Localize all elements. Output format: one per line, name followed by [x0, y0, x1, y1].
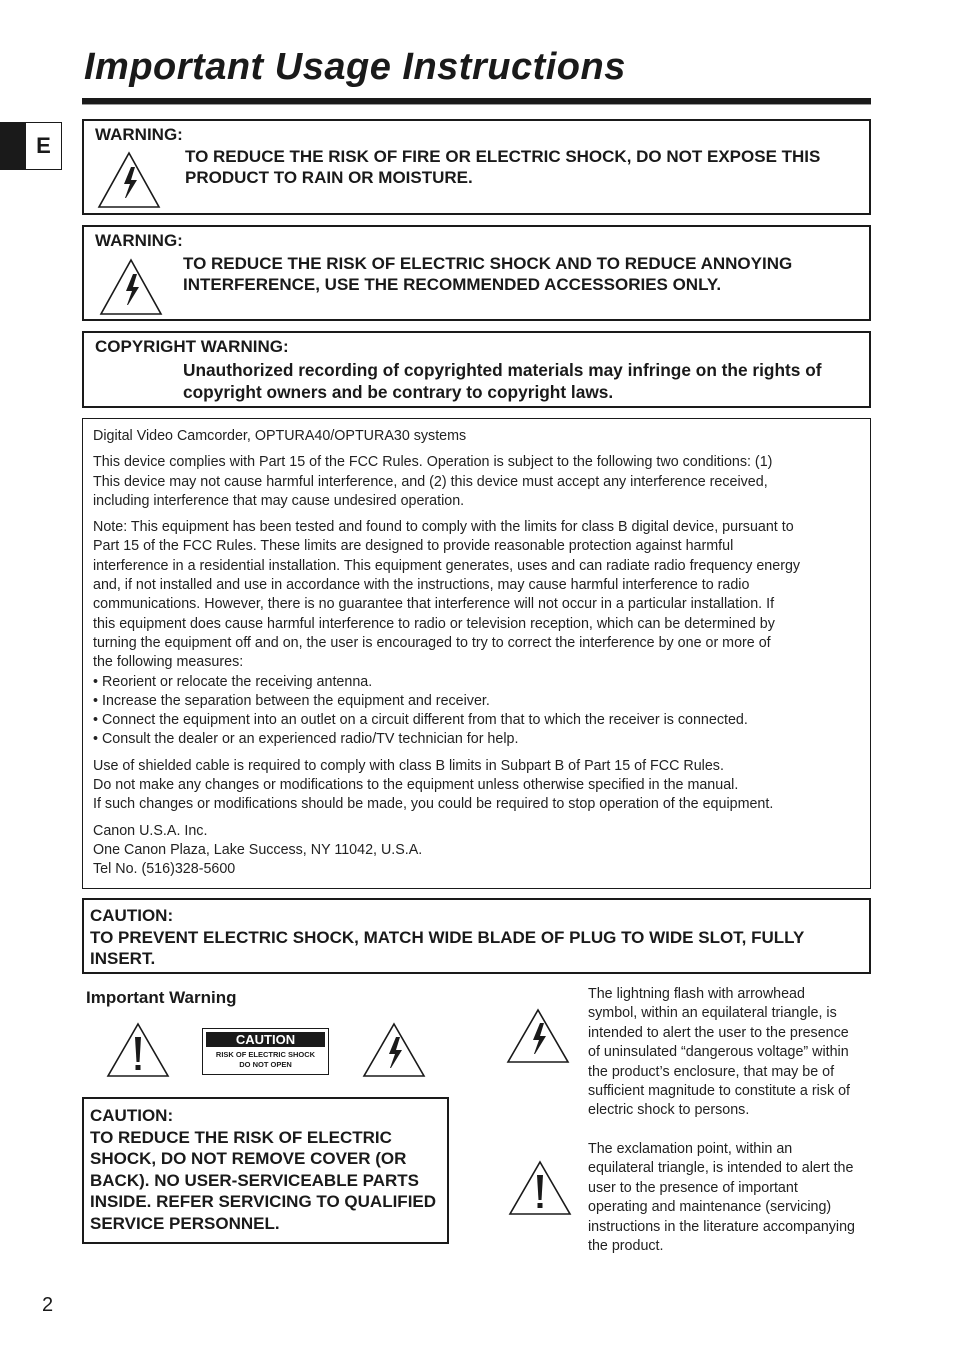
- description-line: the product’s enclosure, that may be of: [588, 1063, 835, 1080]
- address-line: One Canon Plaza, Lake Success, NY 11042, U.S.A.: [93, 841, 423, 858]
- fcc-compliance-line: This device complies with Part 15 of the FCC Rules. Operation is subject to the following two conditions: (1): [93, 454, 773, 471]
- caution-text-line: BACK). NO USER-SERVICEABLE PARTS: [90, 1170, 420, 1190]
- fcc-measure-item: • Reorient or relocate the receiving antenna.: [93, 673, 373, 690]
- copyright-text-line: copyright owners and be contrary to copyright laws.: [183, 382, 614, 402]
- address-line: Canon U.S.A. Inc.: [93, 822, 208, 839]
- exclamation-symbol-description: [588, 1140, 878, 1256]
- description-line: intended to alert the user to the presence: [588, 1024, 849, 1041]
- page-number: 2: [42, 1294, 54, 1316]
- fcc-cable-line: Use of shielded cable is required to comply with class B limits in Subpart B of Part 15 of FCC Rules.: [93, 757, 724, 774]
- fcc-note-line: the following measures:: [93, 654, 244, 671]
- warning-text-line: TO REDUCE THE RISK OF ELECTRIC SHOCK AND TO REDUCE ANNOYING: [183, 254, 793, 273]
- title-rule-shadow: [82, 104, 871, 105]
- description-line: symbol, within an equilateral triangle, is: [588, 1005, 837, 1022]
- fcc-compliance-line: including interference that may cause undesired operation.: [93, 492, 465, 509]
- description-line: the product.: [588, 1238, 664, 1255]
- fcc-note-line: turning the equipment off and on, the user is encouraged to try to correct the interference by one or more of: [93, 634, 771, 651]
- fcc-cable: [93, 757, 860, 815]
- warning-text-line: INTERFERENCE, USE THE RECOMMENDED ACCESSORIES ONLY.: [183, 275, 722, 294]
- language-tab-marker: [0, 123, 26, 169]
- lightning-symbol-description: [588, 985, 878, 1121]
- page-title: Important Usage Instructions: [84, 46, 626, 88]
- fcc-note-line: and, if not installed and use in accordance with the instructions, may cause harmful interference to radio: [93, 577, 750, 594]
- caution-plate-header: CAUTION: [206, 1032, 325, 1047]
- fcc-note-line: Note: This equipment has been tested and found to comply with the limits for class B digital device, pursuant to: [93, 519, 794, 536]
- fcc-measure-item: • Consult the dealer or an experienced radio/TV technician for help.: [93, 731, 519, 748]
- fcc-statement-box: [82, 418, 871, 889]
- caution-plate-text: [203, 1050, 328, 1070]
- warning-box-fire: [82, 119, 871, 215]
- fcc-note-line: this equipment does cause harmful interference to radio or television reception, which can be determined by: [93, 615, 775, 632]
- fcc-compliance: [93, 453, 860, 511]
- description-line: The lightning flash with arrowhead: [588, 986, 805, 1002]
- exclamation-triangle-icon: [508, 1160, 572, 1216]
- copyright-text-line: Unauthorized recording of copyrighted materials may infringe on the rights of: [183, 360, 822, 380]
- description-line: user to the presence of important: [588, 1179, 798, 1196]
- fcc-cable-line: If such changes or modifications should be made, you could be required to stop operation of the equipment.: [93, 796, 774, 813]
- language-tab-letter: E: [36, 133, 51, 158]
- warning-text-line: TO REDUCE THE RISK OF FIRE OR ELECTRIC SHOCK, DO NOT EXPOSE THIS: [185, 147, 821, 166]
- description-line: sufficient magnitude to constitute a risk of: [588, 1083, 850, 1100]
- fcc-note-line: communications. However, there is no guarantee that interference will not occur in a particular installation. If: [93, 596, 775, 613]
- copyright-label: COPYRIGHT WARNING:: [95, 337, 289, 356]
- caution-text-line: SERVICE PERSONNEL.: [90, 1213, 280, 1233]
- warning-label: WARNING:: [95, 125, 183, 144]
- description-line: operating and maintenance (servicing): [588, 1199, 832, 1216]
- fcc-note-line: interference in a residential installation. This equipment generates, uses and can radiate radio frequency energy: [93, 557, 801, 574]
- description-line: The exclamation point, within an: [588, 1141, 793, 1157]
- caution-text-line: INSERT.: [90, 949, 156, 968]
- fcc-address: [93, 822, 860, 880]
- copyright-text: [183, 359, 822, 403]
- caution-label: CAUTION:: [90, 1106, 174, 1125]
- caution-text-line: TO REDUCE THE RISK OF ELECTRIC: [90, 1127, 392, 1147]
- caution-text-line: INSIDE. REFER SERVICING TO QUALIFIED: [90, 1192, 437, 1211]
- caution-plate-line: RISK OF ELECTRIC SHOCK: [215, 1050, 316, 1059]
- caution-text-line: TO PREVENT ELECTRIC SHOCK, MATCH WIDE BLADE OF PLUG TO WIDE SLOT, FULLY: [90, 927, 805, 947]
- description-line: electric shock to persons.: [588, 1102, 750, 1119]
- lightning-triangle-icon: [506, 1008, 570, 1064]
- copyright-warning-box: [82, 331, 871, 408]
- lightning-triangle-icon: [99, 258, 163, 316]
- fcc-note-line: Part 15 of the FCC Rules. These limits are designed to provide reasonable protection against harmful: [93, 538, 734, 555]
- warning-text: [183, 253, 792, 295]
- exclamation-triangle-icon: [106, 1022, 170, 1078]
- fcc-measure-item: • Increase the separation between the equipment and receiver.: [93, 692, 490, 709]
- lightning-triangle-icon: [97, 151, 161, 209]
- description-line: instructions in the literature accompanying: [588, 1218, 856, 1235]
- fcc-compliance-line: This device may not cause harmful interference, and (2) this device must accept any interference received,: [93, 473, 768, 490]
- warning-text-line: PRODUCT TO RAIN OR MOISTURE.: [185, 168, 473, 187]
- caution-plug-box: [82, 898, 871, 974]
- fcc-product: Digital Video Camcorder, OPTURA40/OPTURA30 systems: [93, 428, 467, 444]
- fcc-measure-item: • Connect the equipment into an outlet on a circuit different from that to which the receiver is connected.: [93, 712, 748, 729]
- address-line: Tel No. (516)328-5600: [93, 861, 236, 878]
- warning-label: WARNING:: [95, 231, 183, 250]
- caution-plate-line: DO NOT OPEN: [239, 1060, 292, 1069]
- caution-cover-box: [82, 1097, 449, 1244]
- fcc-cable-line: Do not make any changes or modifications to the equipment unless otherwise specified in the manual.: [93, 777, 739, 794]
- lightning-triangle-icon: [362, 1022, 426, 1078]
- description-line: of uninsulated “dangerous voltage” within: [588, 1044, 849, 1061]
- important-warning-heading: Important Warning: [86, 988, 237, 1007]
- caution-text-line: SHOCK, DO NOT REMOVE COVER (OR: [90, 1149, 407, 1168]
- description-line: equilateral triangle, is intended to alert the: [588, 1160, 854, 1177]
- warning-box-accessories: [82, 225, 871, 321]
- fcc-note: [93, 518, 860, 750]
- caution-label-plate: [202, 1028, 329, 1075]
- caution-label: CAUTION:: [90, 906, 174, 925]
- language-tab: [0, 122, 62, 170]
- warning-text: [185, 146, 820, 188]
